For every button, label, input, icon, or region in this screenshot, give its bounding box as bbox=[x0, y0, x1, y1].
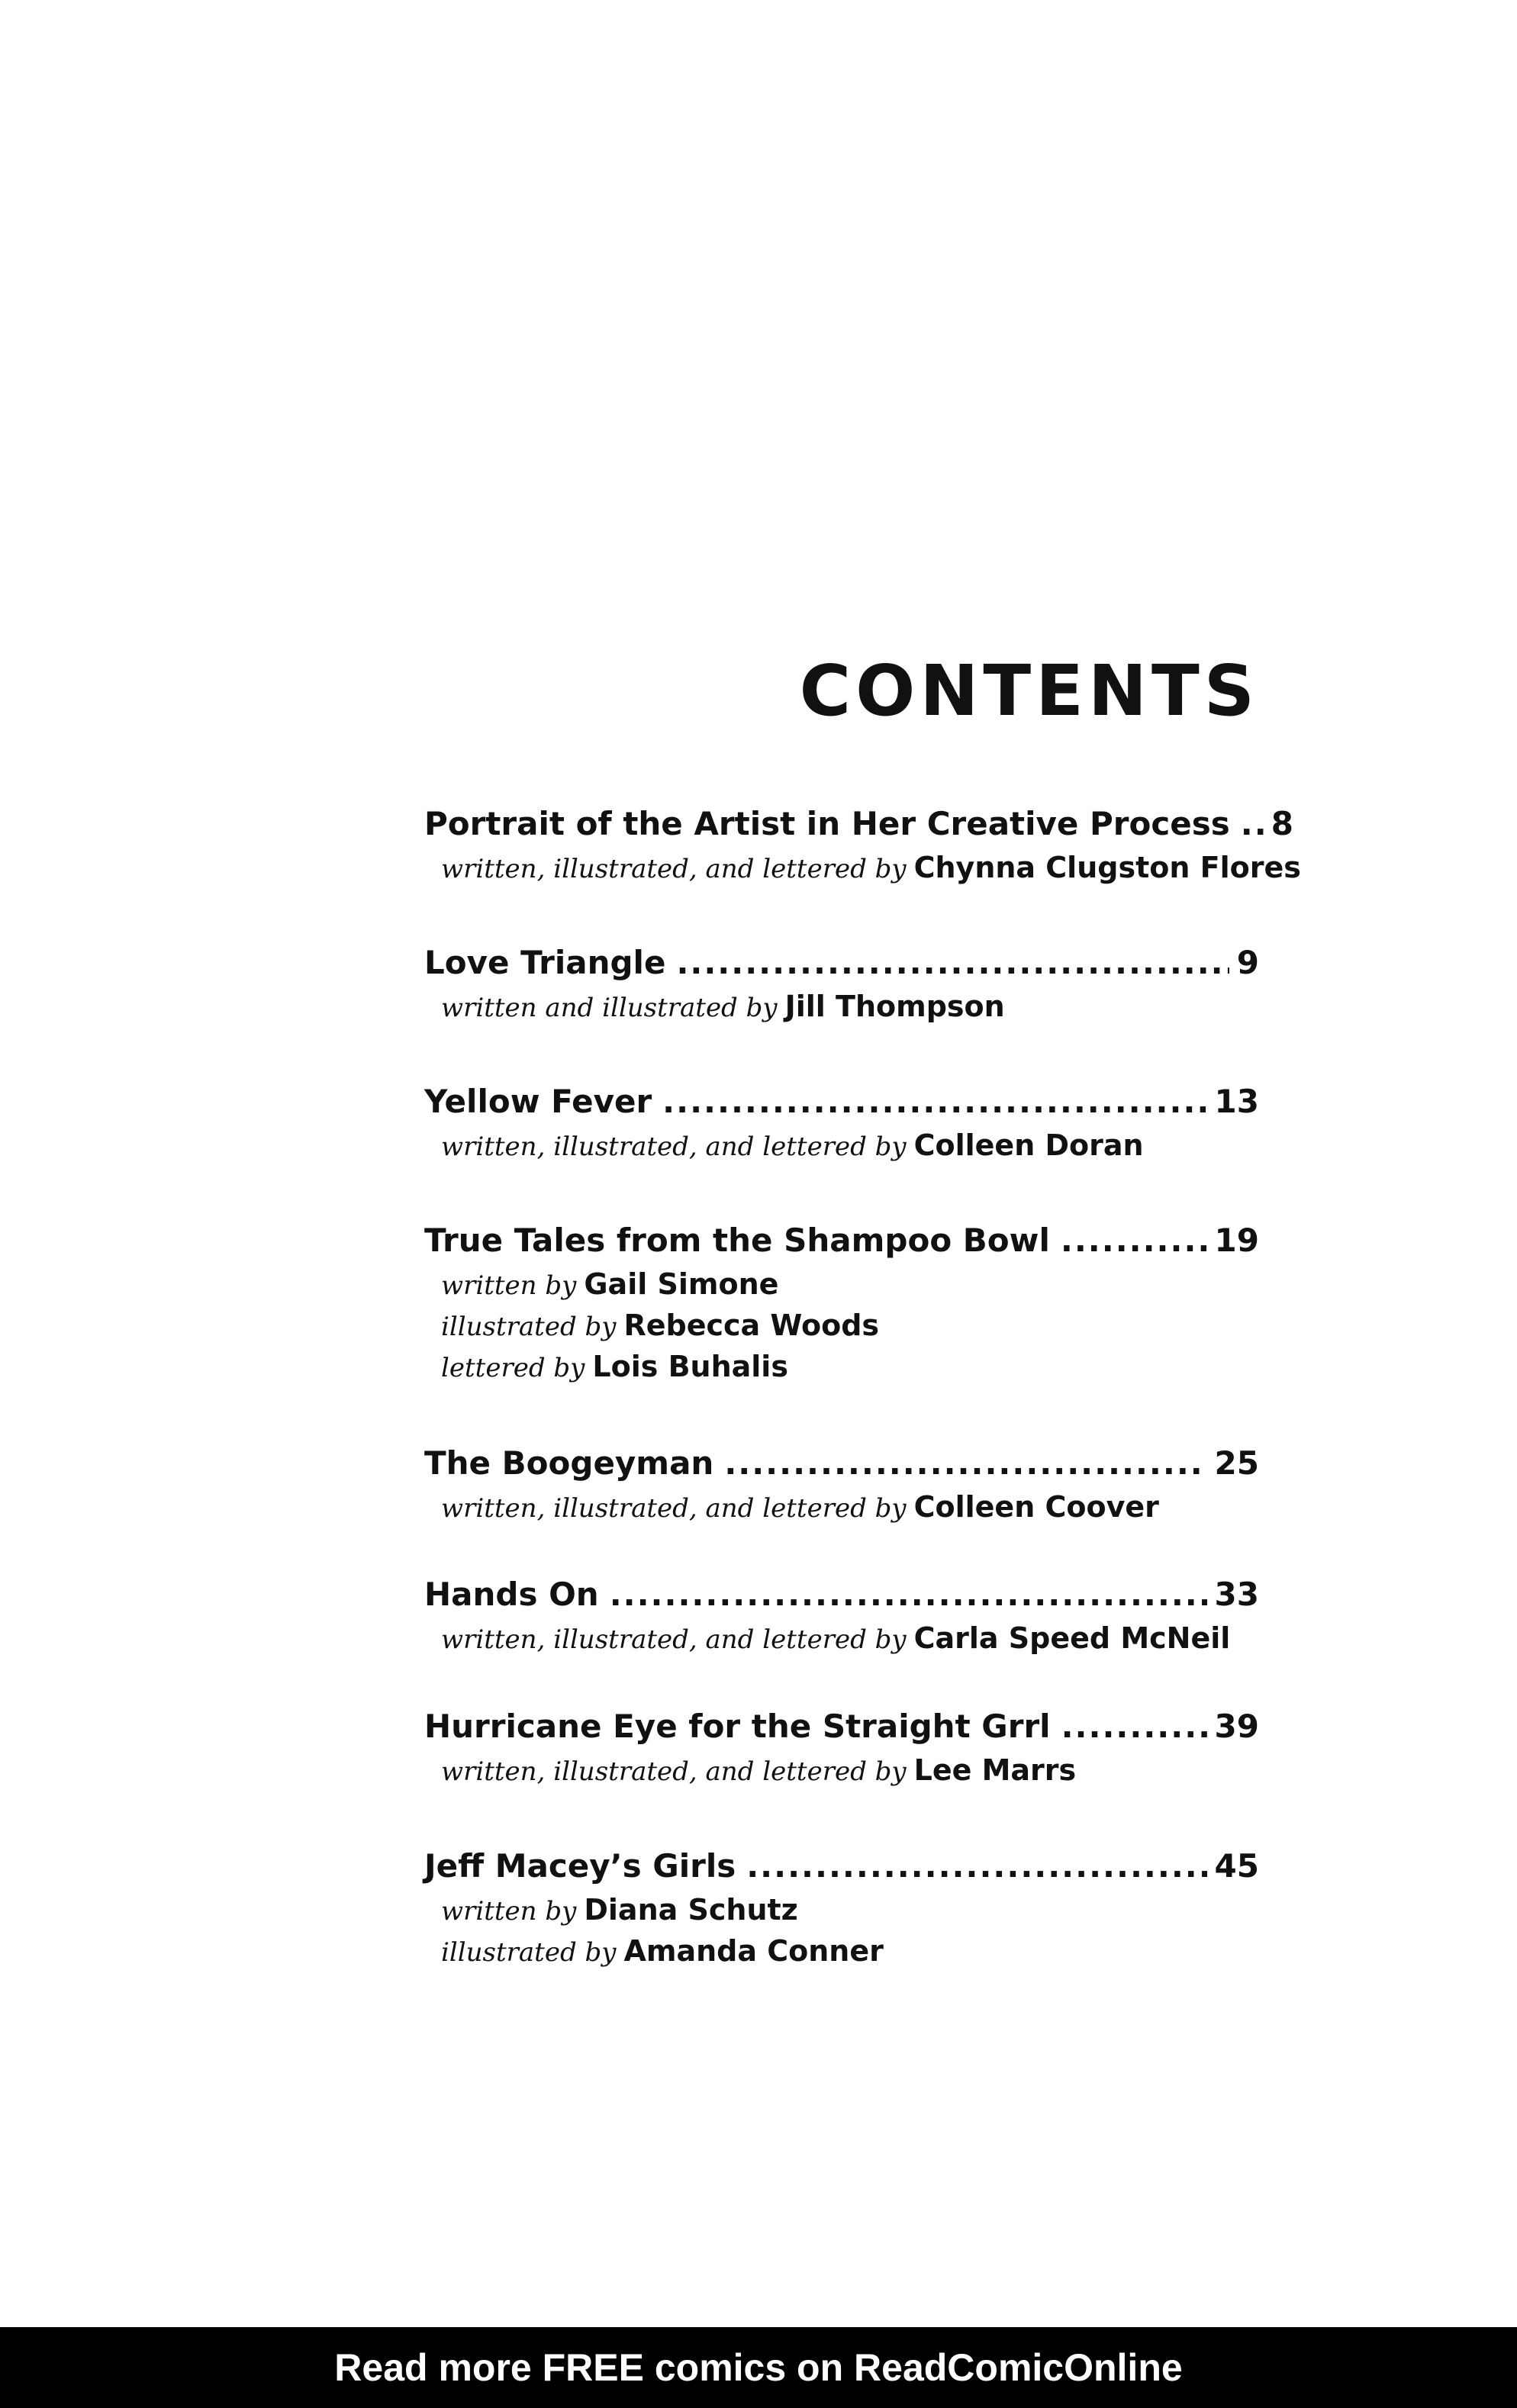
credit-role: written, illustrated, and lettered by bbox=[441, 854, 907, 884]
entry-title: True Tales from the Shampoo Bowl bbox=[424, 1222, 1050, 1259]
credit-name: Amanda Conner bbox=[623, 1934, 884, 1968]
entry-title: Hurricane Eye for the Straight Grrl bbox=[424, 1708, 1051, 1745]
toc-entry-5 bbox=[424, 1441, 1259, 1528]
credit-role: written, illustrated, and lettered by bbox=[441, 1756, 907, 1787]
credit-role: illustrated by bbox=[441, 1937, 617, 1968]
credit-role: written by bbox=[441, 1270, 577, 1301]
credit-role: lettered by bbox=[441, 1353, 585, 1383]
toc-entry-7 bbox=[424, 1704, 1259, 1791]
toc-entry-8 bbox=[424, 1843, 1259, 1972]
toc-entry-line bbox=[424, 1218, 1259, 1264]
credit-name: Gail Simone bbox=[584, 1267, 779, 1301]
dot-leader bbox=[1241, 801, 1264, 847]
credit-line bbox=[424, 1264, 1259, 1305]
credit-name: Diana Schutz bbox=[584, 1893, 798, 1927]
credit-role: written, illustrated, and lettered by bbox=[441, 1493, 907, 1524]
toc-entry-4 bbox=[424, 1218, 1259, 1387]
credit-role: written, illustrated, and lettered by bbox=[441, 1624, 907, 1655]
credit-line bbox=[424, 986, 1259, 1027]
toc-entry-6 bbox=[424, 1572, 1259, 1659]
entry-page-number: 25 bbox=[1214, 1444, 1259, 1482]
credit-name: Lee Marrs bbox=[913, 1753, 1077, 1787]
entry-title: Jeff Macey’s Girls bbox=[424, 1847, 736, 1885]
dot-leader bbox=[1061, 1704, 1207, 1750]
credit-line bbox=[424, 1930, 1259, 1972]
credit-role: written by bbox=[441, 1896, 577, 1927]
entry-title: Portrait of the Artist in Her Creative Process bbox=[424, 805, 1230, 842]
credit-name: Colleen Doran bbox=[913, 1128, 1144, 1162]
credit-line bbox=[424, 1486, 1259, 1528]
credit-name: Colleen Coover bbox=[913, 1490, 1159, 1524]
credit-role: written and illustrated by bbox=[441, 993, 778, 1023]
credit-line bbox=[424, 1305, 1259, 1346]
entry-title: Yellow Fever bbox=[424, 1083, 652, 1120]
toc-entry-line bbox=[424, 801, 1293, 847]
credit-name: Rebecca Woods bbox=[623, 1309, 880, 1342]
toc-entry-line bbox=[424, 1441, 1259, 1486]
credit-line bbox=[424, 1750, 1259, 1791]
toc-entry-line bbox=[424, 1079, 1259, 1125]
footer-link-text[interactable]: Read more FREE comics on ReadComicOnline bbox=[334, 2346, 1183, 2389]
toc-entry-line bbox=[424, 1843, 1259, 1889]
toc-entry-2 bbox=[424, 940, 1259, 1027]
credit-line bbox=[424, 1346, 1259, 1387]
entry-page-number: 45 bbox=[1214, 1847, 1259, 1885]
entry-page-number: 13 bbox=[1214, 1083, 1259, 1120]
toc-entry-3 bbox=[424, 1079, 1259, 1166]
entry-page-number: 39 bbox=[1214, 1708, 1259, 1745]
credit-role: written, illustrated, and lettered by bbox=[441, 1132, 907, 1162]
credit-line bbox=[424, 1125, 1259, 1166]
contents-heading: CONTENTS bbox=[799, 650, 1259, 732]
dot-leader bbox=[676, 940, 1229, 986]
dot-leader bbox=[610, 1572, 1207, 1618]
credit-name: Lois Buhalis bbox=[592, 1350, 788, 1383]
credit-line bbox=[424, 847, 1301, 888]
credit-name: Jill Thompson bbox=[784, 990, 1005, 1023]
credit-line bbox=[424, 1889, 1259, 1930]
credit-name: Carla Speed McNeil bbox=[913, 1621, 1231, 1655]
entry-title: Hands On bbox=[424, 1576, 599, 1613]
dot-leader bbox=[746, 1843, 1206, 1889]
dot-leader bbox=[724, 1441, 1206, 1486]
footer-banner[interactable] bbox=[0, 2327, 1517, 2408]
toc-entry-line bbox=[424, 940, 1259, 986]
toc-entry-1 bbox=[424, 801, 1301, 888]
entry-page-number: 33 bbox=[1214, 1576, 1259, 1613]
toc-entry-line bbox=[424, 1572, 1259, 1618]
dot-leader bbox=[662, 1079, 1206, 1125]
entry-title: The Boogeyman bbox=[424, 1444, 714, 1482]
credit-name: Chynna Clugston Flores bbox=[913, 851, 1301, 884]
credit-line bbox=[424, 1618, 1259, 1659]
entry-page-number: 19 bbox=[1214, 1222, 1259, 1259]
entry-page-number: 9 bbox=[1236, 944, 1259, 981]
dot-leader bbox=[1061, 1218, 1207, 1264]
credit-role: illustrated by bbox=[441, 1312, 617, 1342]
toc-entry-line bbox=[424, 1704, 1259, 1750]
entry-title: Love Triangle bbox=[424, 944, 666, 981]
entry-page-number: 8 bbox=[1271, 805, 1293, 842]
